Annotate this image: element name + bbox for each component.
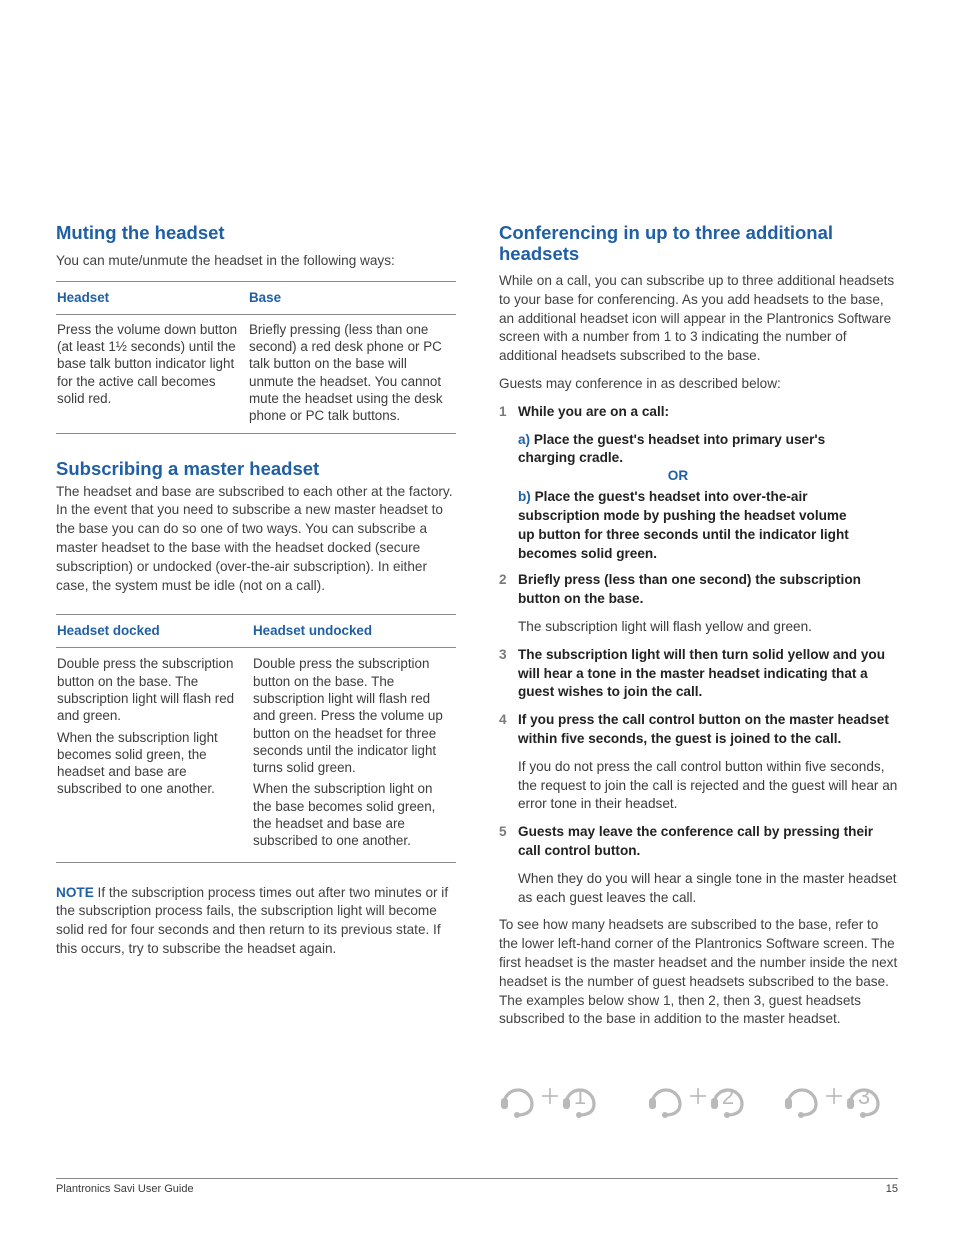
subscribing-col2-p2: When the subscription light on the base becomes solid green, the headset and base are subscribed to one another.	[253, 781, 436, 849]
or-separator: OR	[667, 468, 689, 484]
step-5	[499, 823, 899, 861]
conferencing-intro: While on a call, you can subscribe up to three additional headsets to your base for conferencing. As you add headsets to the base, an additional headset icon will appear in the Plantronics Software screen with a number from 1 to 3 indicating the number of additional headsets subscribed to the base.	[499, 273, 895, 364]
conferencing-outro: To see how many headsets are subscribed to the base, refer to the lower left-hand corner of the Plantronics Software screen. The first headset is the master headset and the number inside the next headset is the number of guest headsets subscribed to the base. The examples below show 1, then 2, then 3, guest headsets subscribed to the base in addition to the master headset.	[499, 917, 898, 1027]
step-2-note: The subscription light will flash yellow and green.	[518, 618, 812, 634]
step-1a-label: a)	[518, 431, 531, 447]
conferencing-title: Conferencing in up to three additional headsets	[499, 222, 834, 264]
subscribing-col2-header: Headset undocked	[252, 615, 456, 648]
step-3-text: The subscription light will then turn solid yellow and you will hear a tone in the master headset indicating that a guest wishes to join the call.	[518, 646, 886, 700]
guests-intro: Guests may conference in as described below:	[499, 375, 781, 391]
step-5-text: Guests may leave the conference call by pressing their call control button.	[518, 824, 874, 858]
subscribing-col1-p1: Double press the subscription button on the base. The subscription light will flash red and green.	[57, 656, 235, 724]
muting-title: Muting the headset	[56, 222, 225, 243]
muting-col2-header: Base	[248, 281, 456, 314]
headset-plus-three-icon	[783, 1074, 893, 1120]
step-5-number: 5	[499, 824, 507, 840]
note-text: If the subscription process times out after two minutes or if the subscription process fails, the subscription light will become solid red for four seconds and then return to its previous state. If this occurs, try to subscribe the headset again.	[56, 884, 449, 957]
muting-table	[56, 281, 456, 434]
footer-title: Plantronics Savi User Guide	[56, 1183, 194, 1195]
headset-plus-one-icon	[499, 1074, 609, 1120]
step-1b-label: b)	[518, 489, 531, 505]
page-number: 15	[885, 1183, 898, 1195]
step-1a-text: Place the guest's headset into primary user's charging cradle.	[518, 431, 826, 466]
subscribing-col1-p2: When the subscription light becomes solid green, the headset and base are subscribed to one another.	[57, 729, 218, 797]
step-1b-text: Place the guest's headset into over-the-air subscription mode by pushing the headset volume up button for three seconds until the indicator light becomes solid green.	[518, 489, 849, 561]
step-4-text: If you press the call control button on the master headset within five seconds, the guest is joined to the call.	[518, 712, 889, 746]
step-2	[499, 571, 899, 609]
headset-plus-two-icon	[647, 1074, 757, 1120]
footer-divider	[56, 1178, 898, 1179]
step-4	[499, 711, 899, 749]
step-5-note: When they do you will hear a single tone in the master headset as each guest leaves the call.	[518, 870, 897, 905]
muting-col1-cell: Press the volume down button (at least 1½ seconds) until the base talk button indicator light for the active call becomes solid red.	[56, 314, 248, 433]
step-1	[499, 403, 899, 422]
guest-count-2: 2	[721, 1084, 735, 1109]
muting-intro: You can mute/unmute the headset in the following ways:	[56, 253, 395, 268]
muting-col1-header: Headset	[56, 281, 248, 314]
subscribing-note	[56, 884, 456, 959]
step-1a	[499, 431, 858, 469]
note-label: NOTE	[56, 884, 94, 900]
step-1-text: While you are on a call:	[518, 403, 670, 419]
step-2-text: Briefly press (less than one second) the subscription button on the base.	[518, 572, 861, 607]
subscribing-col1-header: Headset docked	[56, 615, 252, 648]
muting-col2-cell: Briefly pressing (less than one second) a red desk phone or PC talk button on the base will unmute the headset. You cannot mute the headset using the desk phone or PC talk buttons.	[248, 314, 456, 433]
step-4-note: If you do not press the call control button within five seconds, the request to join the call is rejected and the guest will hear an error tone in their headset.	[518, 758, 898, 812]
subscribing-intro: The headset and base are subscribed to each other at the factory. In the event that you need to subscribe a new master headset to the base you can do so one of two ways. You can subscribe a master headset to the base with the headset docked (secure subscription) or undocked (over-the-air subscription). In either case, the system must be idle (not on a call).	[56, 483, 453, 593]
guest-count-3: 3	[857, 1084, 871, 1109]
subscribing-col1-cell	[56, 648, 252, 862]
guest-count-1: 1	[573, 1084, 587, 1109]
step-2-number: 2	[499, 572, 507, 588]
step-1-number: 1	[499, 403, 507, 419]
step-3-number: 3	[499, 646, 507, 662]
subscribing-col2-p1: Double press the subscription button on the base. The subscription light will flash red and green. Press the volume up button on the headset for three seconds until the indicator light turns solid green.	[253, 656, 443, 776]
headset-examples	[499, 1074, 899, 1120]
step-4-number: 4	[499, 712, 507, 728]
subscribing-title: Subscribing a master headset	[56, 457, 320, 479]
subscribing-table	[56, 614, 456, 862]
left-column	[56, 222, 456, 959]
step-3	[499, 646, 899, 702]
right-column	[499, 222, 899, 1029]
subscribing-col2-cell	[252, 648, 456, 862]
step-1b	[499, 488, 863, 563]
